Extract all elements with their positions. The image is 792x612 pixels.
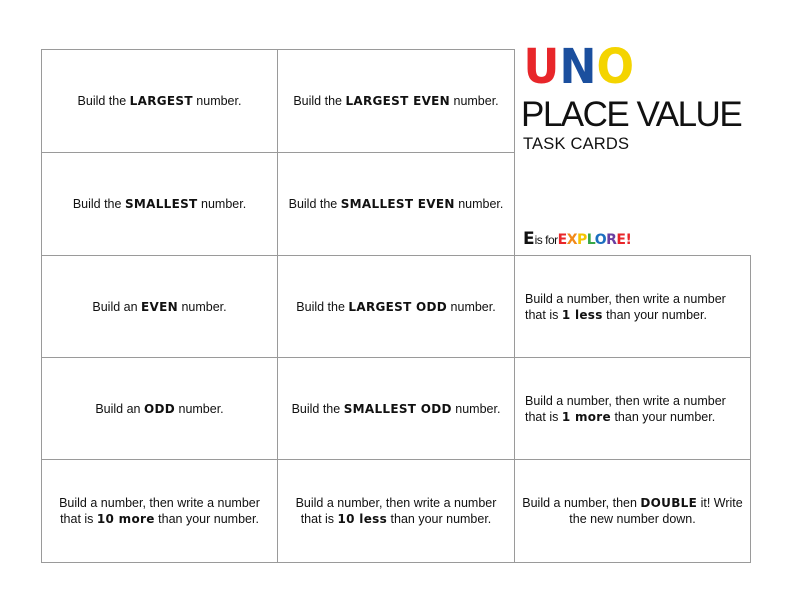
uno-logo <box>522 39 633 95</box>
card-text-part: Build a number, then <box>522 496 641 510</box>
card-text-part: Build a number, then write a number that is <box>525 393 726 424</box>
card-text-part: number. <box>197 197 247 211</box>
card-keyword: 1 less <box>561 307 603 322</box>
task-card <box>514 255 751 358</box>
card-text-part: number. <box>447 299 496 314</box>
task-card-text <box>515 495 750 527</box>
explore-letter: E <box>557 232 567 248</box>
card-text-part: Build the <box>293 94 346 108</box>
uno-letter: O <box>596 39 632 95</box>
explore-letter: E <box>616 232 626 248</box>
task-card <box>41 49 278 153</box>
card-text-part: number. <box>192 94 242 108</box>
card-text-part: than your number. <box>154 512 259 526</box>
task-card <box>277 49 515 153</box>
task-card-text <box>86 299 232 315</box>
brand-e: E <box>523 229 535 249</box>
explore-letter: ! <box>625 232 632 248</box>
brand-logo <box>523 229 631 250</box>
card-keyword: SMALLEST <box>124 197 198 211</box>
task-card-text <box>515 393 750 425</box>
card-text-part: Build an <box>92 299 142 314</box>
task-card-text <box>286 401 507 417</box>
card-text-part: than your number. <box>610 409 716 424</box>
card-keyword: 10 less <box>337 512 388 526</box>
card-text-part: it! Write the new number down. <box>569 496 743 526</box>
page-title: PLACE VALUE <box>521 95 742 134</box>
card-text-part: Build a number, then write a number that is <box>295 496 497 526</box>
card-text-part: number. <box>175 401 224 416</box>
task-card <box>277 152 515 256</box>
task-card-text <box>290 299 501 315</box>
card-keyword: LARGEST ODD <box>348 299 448 314</box>
explore-letter: P <box>577 232 587 248</box>
card-keyword: SMALLEST EVEN <box>340 197 455 211</box>
card-text-part: Build the <box>72 197 125 211</box>
task-card <box>277 459 515 563</box>
task-card-text <box>67 196 252 212</box>
card-text-part: Build a number, then write a number that is <box>59 496 260 526</box>
card-text-part: number. <box>454 197 504 211</box>
brand-explore <box>558 232 632 248</box>
brand-is-for: is for <box>534 233 558 247</box>
card-keyword: EVEN <box>141 299 178 314</box>
task-card <box>41 459 278 563</box>
card-keyword: ODD <box>143 401 176 416</box>
card-keyword: LARGEST <box>129 94 193 108</box>
task-card <box>41 152 278 256</box>
card-text-part: Build the <box>296 299 349 314</box>
task-card-text <box>283 196 510 212</box>
card-keyword: SMALLEST ODD <box>343 401 452 416</box>
card-text-part: number. <box>450 94 499 108</box>
card-text-part: than your number. <box>602 307 707 322</box>
card-keyword: 1 more <box>561 409 611 424</box>
explore-letter: L <box>586 232 595 248</box>
card-text-part: Build a number, then write a number that is <box>525 291 726 322</box>
card-keyword: 10 more <box>96 512 155 526</box>
task-card <box>41 255 278 358</box>
task-card-text <box>72 93 248 109</box>
task-card <box>514 357 751 460</box>
card-keyword: LARGEST EVEN <box>345 94 451 108</box>
page-subtitle: TASK CARDS <box>523 135 630 153</box>
card-text-part: number. <box>451 401 501 416</box>
task-card-text <box>287 93 504 109</box>
task-card <box>514 459 751 563</box>
task-card <box>277 357 515 460</box>
card-text-part: Build the <box>77 94 130 108</box>
card-keyword: DOUBLE <box>640 496 698 510</box>
card-text-part: Build an <box>95 401 144 416</box>
task-card-text <box>89 401 229 417</box>
task-card-text <box>42 495 277 527</box>
task-card <box>41 357 278 460</box>
task-card-text <box>278 495 514 527</box>
task-card <box>277 255 515 358</box>
card-text-part: number. <box>177 299 227 314</box>
uno-letter: N <box>559 39 594 95</box>
card-text-part: Build the <box>291 401 344 416</box>
explore-letter: X <box>566 232 578 248</box>
explore-letter: O <box>594 232 607 248</box>
uno-letter: U <box>523 39 557 95</box>
card-text-part: Build the <box>288 197 341 211</box>
explore-letter: R <box>606 232 617 248</box>
task-card-text <box>515 291 750 323</box>
card-text-part: than your number. <box>387 512 492 526</box>
